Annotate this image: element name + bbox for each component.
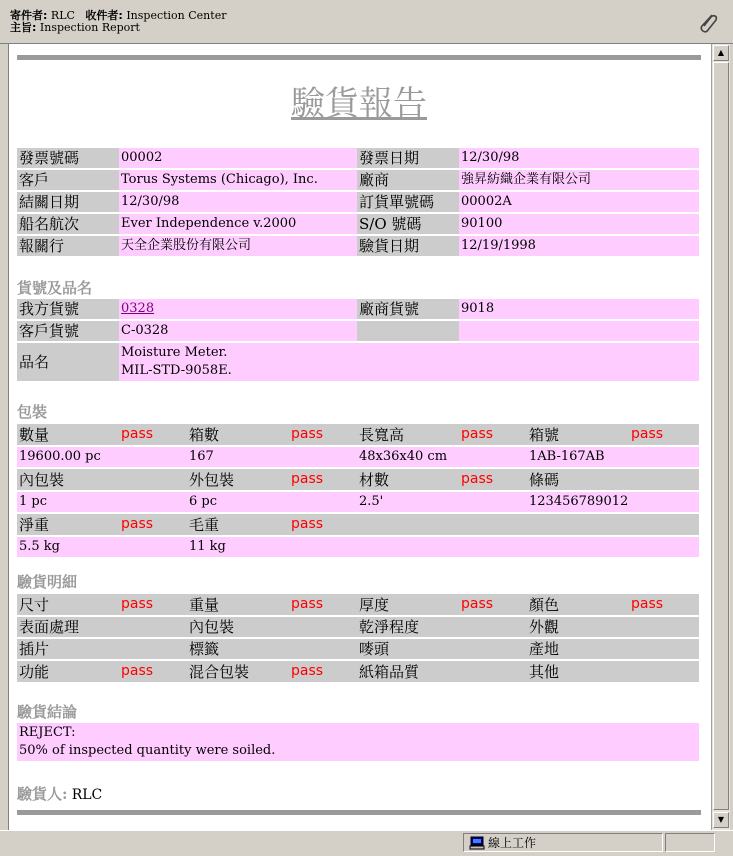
online-status-text: 線上工作: [488, 836, 537, 850]
barcode-value: 123456789012: [527, 492, 699, 512]
vessel-value: Ever Independence v.2000: [119, 214, 357, 234]
qty-status: pass: [121, 426, 154, 442]
table-row: [17, 214, 699, 234]
other-label: 其他: [527, 661, 629, 682]
sender-label: 寄件者:: [10, 9, 48, 22]
cust-no-value: C-0328: [119, 321, 357, 341]
inspector-label: 驗貨人:: [17, 785, 68, 803]
thickness-label: 厚度: [357, 594, 459, 615]
inspect-date-label: 驗貨日期: [357, 236, 459, 256]
invoice-no-value: 00002: [119, 148, 357, 168]
empty-cell: [527, 514, 629, 535]
customer-label: 客戶: [17, 170, 119, 190]
scroll-thumb[interactable]: [713, 62, 729, 810]
info-table: [17, 146, 699, 258]
empty-cell: [459, 514, 527, 535]
net-label: 淨重: [17, 514, 119, 535]
our-no-link[interactable]: 0328: [121, 301, 155, 316]
empty-cell: [357, 514, 459, 535]
color-status: pass: [631, 596, 664, 612]
computer-icon: [469, 836, 485, 850]
inner-label: 內包裝: [17, 469, 119, 490]
po-no-value: 00002A: [459, 192, 699, 212]
name-value: [119, 343, 699, 381]
table-row: [17, 321, 699, 341]
vendor-no-label: 廠商貨號: [357, 299, 459, 319]
net-value: 5.5 kg: [17, 537, 187, 557]
header-line-2: [10, 22, 140, 34]
so-no-value: 90100: [459, 214, 699, 234]
subject-value: Inspection Report: [39, 21, 140, 34]
empty-cell: [289, 617, 357, 637]
empty-cell: [629, 617, 699, 637]
report-title: 驗貨報告: [291, 84, 427, 124]
item-table: [17, 297, 699, 383]
recipient-value: Inspection Center: [126, 9, 227, 22]
empty-cell: [459, 617, 527, 637]
name-line-1: Moisture Meter.: [121, 345, 228, 360]
color-label: 顏色: [527, 594, 629, 615]
table-row: [17, 537, 699, 557]
scroll-down-icon[interactable]: ▼: [713, 812, 729, 828]
outer-value: 6 pc: [187, 492, 357, 512]
weight-label: 重量: [187, 594, 289, 615]
outer-status: pass: [291, 471, 324, 487]
qty-label: 數量: [17, 424, 119, 445]
empty-cell: [629, 661, 699, 682]
packing-table: [17, 422, 699, 559]
broker-value: 天全企業股份有限公司: [119, 236, 357, 256]
weight-status: pass: [291, 596, 324, 612]
conclusion-heading: 驗貨結論: [17, 703, 78, 721]
cartons-label: 箱數: [187, 424, 289, 445]
empty-cell: [459, 661, 527, 682]
po-no-label: 訂貨單號碼: [357, 192, 459, 212]
gross-status: pass: [291, 516, 324, 532]
table-row: [17, 236, 699, 256]
vertical-scrollbar[interactable]: [711, 44, 730, 830]
invoice-date-label: 發票日期: [357, 148, 459, 168]
conclusion-line-2: 50% of inspected quantity were soiled.: [19, 743, 276, 758]
carton-quality-label: 紙箱品質: [357, 661, 459, 682]
gross-value: 11 kg: [187, 537, 357, 557]
dims-value: 48x36x40 cm: [357, 447, 527, 467]
table-row: [17, 343, 699, 381]
cartons-value: 167: [187, 447, 357, 467]
size-label: 尺寸: [17, 594, 119, 615]
box-no-label: 箱號: [527, 424, 629, 445]
vendor-no-value: 9018: [459, 299, 699, 319]
empty-cell: [459, 639, 527, 659]
table-row: [17, 723, 699, 761]
table-row: [17, 492, 699, 512]
name-label: 品名: [17, 343, 119, 381]
table-row: [17, 447, 699, 467]
customs-date-value: 12/30/98: [119, 192, 357, 212]
volume-label: 材數: [357, 469, 459, 490]
volume-status: pass: [461, 471, 494, 487]
details-table: [17, 592, 699, 684]
customer-value: Torus Systems (Chicago), Inc.: [119, 170, 357, 190]
cleanliness-label: 乾淨程度: [357, 617, 459, 637]
sender-value: RLC: [50, 9, 75, 22]
inspector-name: RLC: [71, 787, 103, 803]
inspector: [17, 783, 102, 804]
outer-label: 外包裝: [187, 469, 289, 490]
table-row: [17, 170, 699, 190]
table-row: [17, 661, 699, 682]
empty-cell: [357, 537, 527, 557]
subject-label: 主旨:: [10, 21, 37, 34]
empty-cell: [119, 469, 187, 490]
our-no-value: [119, 299, 357, 319]
table-row: [17, 424, 699, 445]
empty-cell: [357, 321, 459, 341]
vessel-label: 船名航次: [17, 214, 119, 234]
conclusion-line-1: REJECT:: [19, 725, 76, 740]
box-no-status: pass: [631, 426, 664, 442]
our-no-label: 我方貨號: [17, 299, 119, 319]
top-divider: [17, 55, 701, 60]
table-row: [17, 617, 699, 637]
empty-cell: [629, 639, 699, 659]
barcode-label: 條碼: [527, 469, 629, 490]
surface-label: 表面處理: [17, 617, 119, 637]
table-row: [17, 514, 699, 535]
mixed-status: pass: [291, 663, 324, 679]
message-body: [8, 44, 712, 830]
inner-pack-label: 內包裝: [187, 617, 289, 637]
table-row: [17, 639, 699, 659]
table-row: [17, 192, 699, 212]
online-status: [463, 833, 663, 852]
table-row: [17, 469, 699, 490]
paperclip-icon[interactable]: [697, 12, 719, 34]
empty-cell: [119, 639, 187, 659]
inspect-date-value: 12/19/1998: [459, 236, 699, 256]
empty-cell: [289, 639, 357, 659]
empty-cell: [527, 537, 699, 557]
table-row: [17, 594, 699, 615]
origin-label: 產地: [527, 639, 629, 659]
tag-label: 標籤: [187, 639, 289, 659]
qty-value: 19600.00 pc: [17, 447, 187, 467]
function-label: 功能: [17, 661, 119, 682]
empty-cell: [629, 469, 699, 490]
mixed-label: 混合包裝: [187, 661, 289, 682]
insert-label: 插片: [17, 639, 119, 659]
mark-label: 嘜頭: [357, 639, 459, 659]
bottom-divider: [17, 810, 701, 815]
packing-heading: 包裝: [17, 403, 48, 421]
invoice-date-value: 12/30/98: [459, 148, 699, 168]
message-header: [0, 0, 733, 44]
appearance-label: 外觀: [527, 617, 629, 637]
cartons-status: pass: [291, 426, 324, 442]
details-heading: 驗貨明細: [17, 573, 78, 591]
conclusion-table: [17, 721, 699, 763]
so-no-label: S/O 號碼: [357, 214, 459, 234]
conclusion-value: [17, 723, 699, 761]
table-row: [17, 299, 699, 319]
size-status: pass: [121, 596, 154, 612]
broker-label: 報關行: [17, 236, 119, 256]
vendor-value: 強昇紡織企業有限公司: [459, 170, 699, 190]
net-status: pass: [121, 516, 154, 532]
cust-no-label: 客戶貨號: [17, 321, 119, 341]
vendor-label: 廠商: [357, 170, 459, 190]
invoice-no-label: 發票號碼: [17, 148, 119, 168]
empty-cell: [119, 617, 187, 637]
empty-cell: [629, 514, 699, 535]
volume-value: 2.5': [357, 492, 527, 512]
empty-cell: [459, 321, 699, 341]
dims-label: 長寬高: [357, 424, 459, 445]
recipient-label: 收件者:: [85, 9, 123, 22]
gross-label: 毛重: [187, 514, 289, 535]
status-cell-empty: [665, 833, 715, 852]
table-row: [17, 148, 699, 168]
box-no-value: 1AB-167AB: [527, 447, 699, 467]
scroll-up-icon[interactable]: ▲: [713, 45, 729, 61]
status-bar: [0, 830, 733, 856]
item-section-heading: 貨號及品名: [17, 279, 93, 297]
name-line-2: MIL-STD-9058E.: [121, 363, 232, 378]
thickness-status: pass: [461, 596, 494, 612]
function-status: pass: [121, 663, 154, 679]
customs-date-label: 結關日期: [17, 192, 119, 212]
inner-value: 1 pc: [17, 492, 187, 512]
dims-status: pass: [461, 426, 494, 442]
